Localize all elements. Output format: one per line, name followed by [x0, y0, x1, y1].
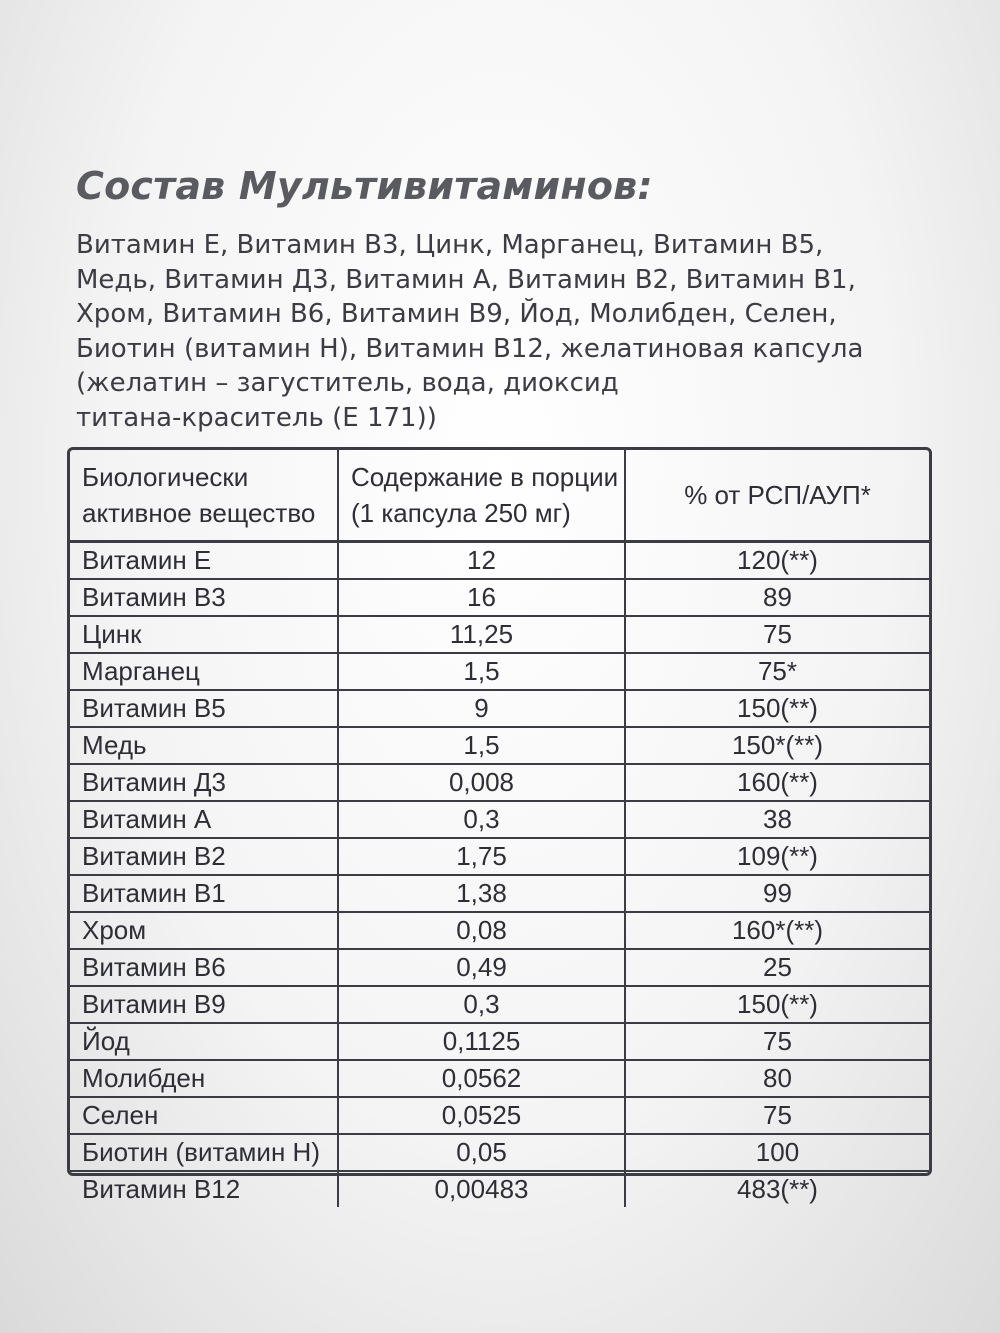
cell-amount: 0,49 [338, 949, 625, 986]
cell-amount: 0,05 [338, 1134, 625, 1171]
cell-percent: 109(**) [625, 838, 929, 875]
cell-percent: 25 [625, 949, 929, 986]
table-row [70, 838, 929, 875]
cell-amount: 0,0525 [338, 1097, 625, 1134]
cell-percent: 75* [625, 653, 929, 690]
table-row [70, 875, 929, 912]
cell-substance: Медь [70, 727, 338, 764]
header-amount: Содержание в порции (1 капсула 250 мг) [338, 450, 625, 542]
header-percent: % от РСП/АУП* [625, 450, 929, 542]
table-row [70, 1023, 929, 1060]
composition-line: Витамин Е, Витамин В3, Цинк, Марганец, Витамин В5, [76, 230, 824, 260]
table-row [70, 1134, 929, 1171]
cell-amount: 0,0562 [338, 1060, 625, 1097]
cell-substance: Цинк [70, 616, 338, 653]
cell-percent: 483(**) [625, 1171, 929, 1207]
nutrient-table [67, 447, 932, 1204]
cell-substance: Витамин В9 [70, 986, 338, 1023]
cell-amount: 12 [338, 542, 625, 580]
cell-amount: 1,5 [338, 727, 625, 764]
cell-substance: Йод [70, 1023, 338, 1060]
cell-amount: 0,3 [338, 986, 625, 1023]
cell-amount: 0,3 [338, 801, 625, 838]
cell-amount: 1,5 [338, 653, 625, 690]
composition-line: (желатин – загуститель, вода, диоксид [76, 368, 619, 398]
table-row [70, 949, 929, 986]
cell-percent: 150(**) [625, 690, 929, 727]
cell-substance: Витамин В6 [70, 949, 338, 986]
table-row [70, 579, 929, 616]
cell-substance: Молибден [70, 1060, 338, 1097]
table-row [70, 1060, 929, 1097]
cell-substance: Марганец [70, 653, 338, 690]
cell-percent: 80 [625, 1060, 929, 1097]
composition-line: Биотин (витамин Н), Витамин В12, желатиновая капсула [76, 333, 864, 364]
table-row [70, 801, 929, 838]
cell-amount: 0,00483 [338, 1171, 625, 1207]
table-row [70, 542, 929, 580]
composition-line: Медь, Витамин Д3, Витамин А, Витамин В2, Витамин В1, [76, 264, 856, 295]
cell-amount: 1,38 [338, 875, 625, 912]
composition-line: Хром, Витамин В6, Витамин В9, Йод, Молибден, Селен, [76, 299, 837, 329]
table-body [70, 542, 929, 1208]
cell-percent: 75 [625, 1097, 929, 1134]
cell-amount: 0,008 [338, 764, 625, 801]
cell-percent: 89 [625, 579, 929, 616]
cell-substance: Витамин В1 [70, 875, 338, 912]
cell-substance: Витамин А [70, 801, 338, 838]
table-row [70, 727, 929, 764]
cell-percent: 150(**) [625, 986, 929, 1023]
cell-percent: 150*(**) [625, 727, 929, 764]
cell-percent: 99 [625, 875, 929, 912]
cell-percent: 38 [625, 801, 929, 838]
cell-percent: 75 [625, 1023, 929, 1060]
cell-amount: 1,75 [338, 838, 625, 875]
composition-line: титана-краситель (Е 171)) [76, 402, 437, 433]
cell-amount: 0,08 [338, 912, 625, 949]
cell-percent: 160(**) [625, 764, 929, 801]
cell-substance: Витамин Е [70, 542, 338, 580]
table-row [70, 986, 929, 1023]
cell-substance: Витамин В3 [70, 579, 338, 616]
cell-amount: 11,25 [338, 616, 625, 653]
cell-substance: Витамин В5 [70, 690, 338, 727]
cell-substance: Биотин (витамин Н) [70, 1134, 338, 1171]
table-header-row [70, 450, 929, 542]
cell-substance: Витамин В12 [70, 1171, 338, 1207]
cell-substance: Хром [70, 912, 338, 949]
page-title: Состав Мультивитаминов: [76, 164, 653, 208]
table-row [70, 616, 929, 653]
table-row [70, 1171, 929, 1207]
cell-percent: 75 [625, 616, 929, 653]
cell-amount: 9 [338, 690, 625, 727]
table-row [70, 764, 929, 801]
cell-substance: Селен [70, 1097, 338, 1134]
cell-percent: 160*(**) [625, 912, 929, 949]
cell-substance: Витамин Д3 [70, 764, 338, 801]
cell-substance: Витамин В2 [70, 838, 338, 875]
table-row [70, 653, 929, 690]
cell-percent: 100 [625, 1134, 929, 1171]
cell-percent: 120(**) [625, 542, 929, 580]
table-row [70, 690, 929, 727]
composition-text [76, 228, 976, 435]
table-row [70, 1097, 929, 1134]
table-row [70, 912, 929, 949]
header-substance: Биологически активное вещество [70, 450, 338, 542]
cell-amount: 16 [338, 579, 625, 616]
cell-amount: 0,1125 [338, 1023, 625, 1060]
